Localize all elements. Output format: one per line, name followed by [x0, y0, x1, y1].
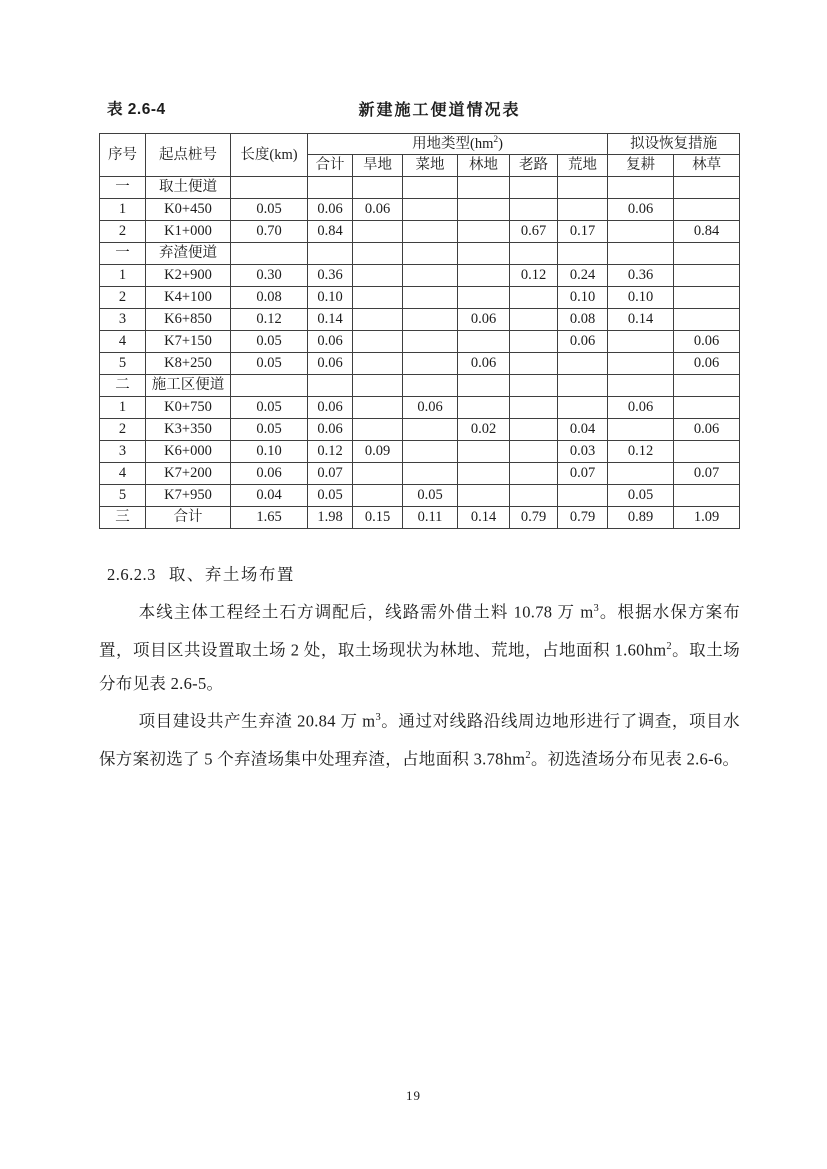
table-caption-label: 表 2.6-4 [107, 101, 166, 118]
table-cell: 二 [100, 375, 146, 397]
table-cell: K1+000 [146, 221, 231, 243]
table-row [100, 485, 740, 507]
table-cell [458, 375, 510, 397]
table-cell [608, 463, 674, 485]
table-cell: K6+000 [146, 441, 231, 463]
table-cell: 0.04 [231, 485, 308, 507]
table-cell [558, 375, 608, 397]
table-cell: 0.10 [308, 287, 353, 309]
table-cell: K2+900 [146, 265, 231, 287]
table-cell [403, 419, 458, 441]
table-cell [458, 287, 510, 309]
col-header-wasteland: 荒地 [558, 155, 608, 177]
table-cell: 0.30 [231, 265, 308, 287]
table-cell [510, 419, 558, 441]
table-cell: 2 [100, 221, 146, 243]
table-caption-title: 新建施工便道情况表 [358, 102, 521, 119]
col-header-recultivate: 复耕 [608, 155, 674, 177]
table-cell: 0.12 [308, 441, 353, 463]
table-cell: 1.65 [231, 507, 308, 529]
table-cell [608, 177, 674, 199]
table-cell: 0.07 [308, 463, 353, 485]
table-cell: 0.14 [608, 309, 674, 331]
table-cell [674, 375, 740, 397]
table-cell: 取土便道 [146, 177, 231, 199]
col-header-seq: 序号 [100, 134, 146, 177]
table-cell [353, 221, 403, 243]
table-cell [510, 463, 558, 485]
table-cell: 0.12 [510, 265, 558, 287]
table-row [100, 265, 740, 287]
table-cell [674, 199, 740, 221]
section-heading [107, 558, 740, 592]
table-cell: 0.03 [558, 441, 608, 463]
table-cell: 0.11 [403, 507, 458, 529]
table-cell: 0.67 [510, 221, 558, 243]
table-cell: 0.79 [510, 507, 558, 529]
table-cell [458, 463, 510, 485]
table-cell: K0+750 [146, 397, 231, 419]
table-cell: 0.06 [558, 331, 608, 353]
paragraph-borrow-soil [99, 592, 740, 701]
table-cell: 0.12 [608, 441, 674, 463]
table-row [100, 507, 740, 529]
table-cell: 0.10 [231, 441, 308, 463]
table-cell: 4 [100, 463, 146, 485]
col-header-vegetable: 菜地 [403, 155, 458, 177]
table-header [100, 134, 740, 177]
table-cell [308, 375, 353, 397]
section-number: 2.6.2.3 [107, 565, 156, 584]
table-cell: 0.36 [308, 265, 353, 287]
table-cell [403, 309, 458, 331]
table-cell [353, 243, 403, 265]
superscript: 2 [525, 749, 531, 761]
table-cell [353, 177, 403, 199]
table-cell: 0.84 [308, 221, 353, 243]
table-cell [458, 243, 510, 265]
table-cell [353, 485, 403, 507]
table-cell [608, 419, 674, 441]
table-cell [558, 199, 608, 221]
table-cell: 一 [100, 177, 146, 199]
table-cell: K0+450 [146, 199, 231, 221]
table-cell [674, 309, 740, 331]
table-cell: 0.15 [353, 507, 403, 529]
table-cell [403, 265, 458, 287]
col-group-restore: 拟设恢复措施 [608, 134, 740, 155]
table-cell: 0.08 [231, 287, 308, 309]
table-cell: 0.08 [558, 309, 608, 331]
table-cell [510, 243, 558, 265]
table-cell [458, 331, 510, 353]
table-cell: 0.06 [674, 331, 740, 353]
table-cell [558, 397, 608, 419]
table-row [100, 331, 740, 353]
table-cell: 0.05 [231, 199, 308, 221]
table-cell [231, 375, 308, 397]
landuse-label: 用地类型(hm [412, 136, 494, 153]
paragraph-text: 。根据水保方案布置，项目区共设置取土场 2 处，取土场现状为林地、荒地，占地面积 1.60hm [99, 602, 740, 659]
table-cell: 0.17 [558, 221, 608, 243]
table-cell [674, 287, 740, 309]
table-cell [510, 441, 558, 463]
table-cell: 3 [100, 441, 146, 463]
table-cell: 0.06 [231, 463, 308, 485]
table-cell [353, 287, 403, 309]
table-cell [458, 199, 510, 221]
table-row [100, 397, 740, 419]
superscript: 3 [593, 603, 600, 614]
table-cell: 0.10 [558, 287, 608, 309]
col-header-dryland: 旱地 [353, 155, 403, 177]
col-header-forest: 林地 [458, 155, 510, 177]
table-cell: 三 [100, 507, 146, 529]
table-cell: 4 [100, 331, 146, 353]
table-cell [608, 243, 674, 265]
table-cell: K6+850 [146, 309, 231, 331]
table-cell [458, 221, 510, 243]
table-cell: 0.05 [308, 485, 353, 507]
table-cell: 5 [100, 353, 146, 375]
superscript: 3 [375, 712, 382, 723]
table-row [100, 177, 740, 199]
table-cell [308, 177, 353, 199]
table-cell [403, 287, 458, 309]
table-cell [353, 331, 403, 353]
table-cell: 3 [100, 309, 146, 331]
table-body [100, 177, 740, 529]
table-cell: 0.05 [608, 485, 674, 507]
paragraph-text: 项目建设共产生弃渣 20.84 万 m [138, 711, 376, 731]
table-cell [403, 243, 458, 265]
table-cell: 0.06 [674, 353, 740, 375]
table-cell: 0.24 [558, 265, 608, 287]
table-cell: 合计 [146, 507, 231, 529]
table-row [100, 353, 740, 375]
col-header-total: 合计 [308, 155, 353, 177]
table-cell: 0.06 [403, 397, 458, 419]
paragraph-text: 。通过对线路沿线周边地形进行了调查，项目水保方案初选了 5 个弃渣场集中处理弃渣，占地面积 3.78hm [99, 711, 740, 768]
table-row [100, 375, 740, 397]
table-cell [353, 419, 403, 441]
table-row [100, 463, 740, 485]
paragraph-text: 。初选渣场分布见表 2.6-6。 [530, 749, 740, 768]
table-cell [231, 243, 308, 265]
table-cell [608, 375, 674, 397]
table-cell: 0.06 [608, 397, 674, 419]
table-cell: 1 [100, 397, 146, 419]
table-row [100, 441, 740, 463]
table-cell [510, 397, 558, 419]
table-row [100, 221, 740, 243]
table-cell: 0.12 [231, 309, 308, 331]
table-cell: 施工区便道 [146, 375, 231, 397]
table-cell: 0.05 [231, 419, 308, 441]
table-cell [458, 485, 510, 507]
table-cell: 0.70 [231, 221, 308, 243]
table-cell [403, 353, 458, 375]
col-header-stake: 起点桩号 [146, 134, 231, 177]
paragraph-spoil [99, 701, 740, 776]
table-cell [458, 441, 510, 463]
table-cell [403, 199, 458, 221]
table-cell [403, 441, 458, 463]
table-cell: 0.05 [231, 331, 308, 353]
table-header-row-1 [100, 134, 740, 155]
table-cell: 0.36 [608, 265, 674, 287]
col-header-oldroad: 老路 [510, 155, 558, 177]
superscript: 2 [666, 640, 672, 652]
table-cell [458, 397, 510, 419]
table-cell: 0.06 [308, 397, 353, 419]
table-cell: K7+200 [146, 463, 231, 485]
section-title: 取、弃土场布置 [168, 566, 295, 584]
table-cell: 0.05 [231, 353, 308, 375]
table-cell: 5 [100, 485, 146, 507]
table-cell: 0.06 [308, 419, 353, 441]
table-cell: K7+150 [146, 331, 231, 353]
table-cell [674, 397, 740, 419]
table-cell [353, 397, 403, 419]
access-roads-table [99, 133, 740, 529]
table-cell: K7+950 [146, 485, 231, 507]
table-cell [403, 177, 458, 199]
table-cell: 0.79 [558, 507, 608, 529]
paragraph-text: 本线主体工程经土石方调配后，线路需外借土料 10.78 万 m [138, 602, 594, 622]
landuse-sup: 2 [493, 135, 499, 146]
table-row [100, 199, 740, 221]
table-cell: 一 [100, 243, 146, 265]
table-cell [558, 177, 608, 199]
table-cell: 0.06 [308, 331, 353, 353]
table-cell: 0.14 [308, 309, 353, 331]
table-cell [308, 243, 353, 265]
table-cell [608, 221, 674, 243]
table-cell [608, 331, 674, 353]
table-cell [353, 463, 403, 485]
table-caption [99, 97, 740, 121]
table-cell: 0.06 [353, 199, 403, 221]
table-cell: 0.84 [674, 221, 740, 243]
col-header-forestgrass: 林草 [674, 155, 740, 177]
landuse-label-close: ) [498, 136, 504, 153]
col-header-length: 长度(km) [231, 134, 308, 177]
table-cell [674, 265, 740, 287]
table-cell [674, 441, 740, 463]
table-cell [608, 353, 674, 375]
table-cell: 0.02 [458, 419, 510, 441]
page-content [99, 0, 740, 776]
table-cell [510, 353, 558, 375]
table-row [100, 243, 740, 265]
table-cell [403, 463, 458, 485]
table-cell: 弃渣便道 [146, 243, 231, 265]
table-cell: 2 [100, 419, 146, 441]
table-cell: 2 [100, 287, 146, 309]
table-cell: K4+100 [146, 287, 231, 309]
table-cell: K8+250 [146, 353, 231, 375]
table-cell [510, 309, 558, 331]
table-cell: 0.07 [674, 463, 740, 485]
table-cell: 1 [100, 265, 146, 287]
table-cell: 0.10 [608, 287, 674, 309]
table-cell: 0.05 [231, 397, 308, 419]
table-cell [403, 375, 458, 397]
table-cell [353, 375, 403, 397]
table-cell [510, 287, 558, 309]
table-cell [558, 353, 608, 375]
table-cell [510, 177, 558, 199]
table-cell [353, 265, 403, 287]
table-cell: 0.06 [674, 419, 740, 441]
table-cell: 0.89 [608, 507, 674, 529]
table-cell: 0.06 [308, 199, 353, 221]
table-cell [403, 331, 458, 353]
table-cell [510, 199, 558, 221]
table-cell: 0.04 [558, 419, 608, 441]
table-cell: 0.06 [458, 309, 510, 331]
page-number: 19 [406, 1088, 421, 1103]
table-cell: 0.06 [608, 199, 674, 221]
col-group-landuse [308, 134, 608, 155]
paragraph-text: 。取土场分布见表 2.6-5。 [99, 640, 740, 693]
table-cell: K3+350 [146, 419, 231, 441]
table-row [100, 287, 740, 309]
table-cell [510, 485, 558, 507]
table-cell: 1 [100, 199, 146, 221]
table-cell [403, 221, 458, 243]
table-cell: 0.07 [558, 463, 608, 485]
table-cell [458, 265, 510, 287]
table-cell: 0.06 [458, 353, 510, 375]
table-cell [353, 309, 403, 331]
table-cell: 0.09 [353, 441, 403, 463]
table-cell: 1.09 [674, 507, 740, 529]
table-cell [674, 177, 740, 199]
table-cell: 0.14 [458, 507, 510, 529]
table-cell: 0.05 [403, 485, 458, 507]
table-cell: 1.98 [308, 507, 353, 529]
table-cell [674, 485, 740, 507]
table-cell [458, 177, 510, 199]
table-cell: 0.06 [308, 353, 353, 375]
table-row [100, 309, 740, 331]
table-cell [510, 375, 558, 397]
table-cell [674, 243, 740, 265]
table-cell [231, 177, 308, 199]
table-cell [510, 331, 558, 353]
table-row [100, 419, 740, 441]
table-cell [353, 353, 403, 375]
table-cell [558, 485, 608, 507]
table-cell [558, 243, 608, 265]
